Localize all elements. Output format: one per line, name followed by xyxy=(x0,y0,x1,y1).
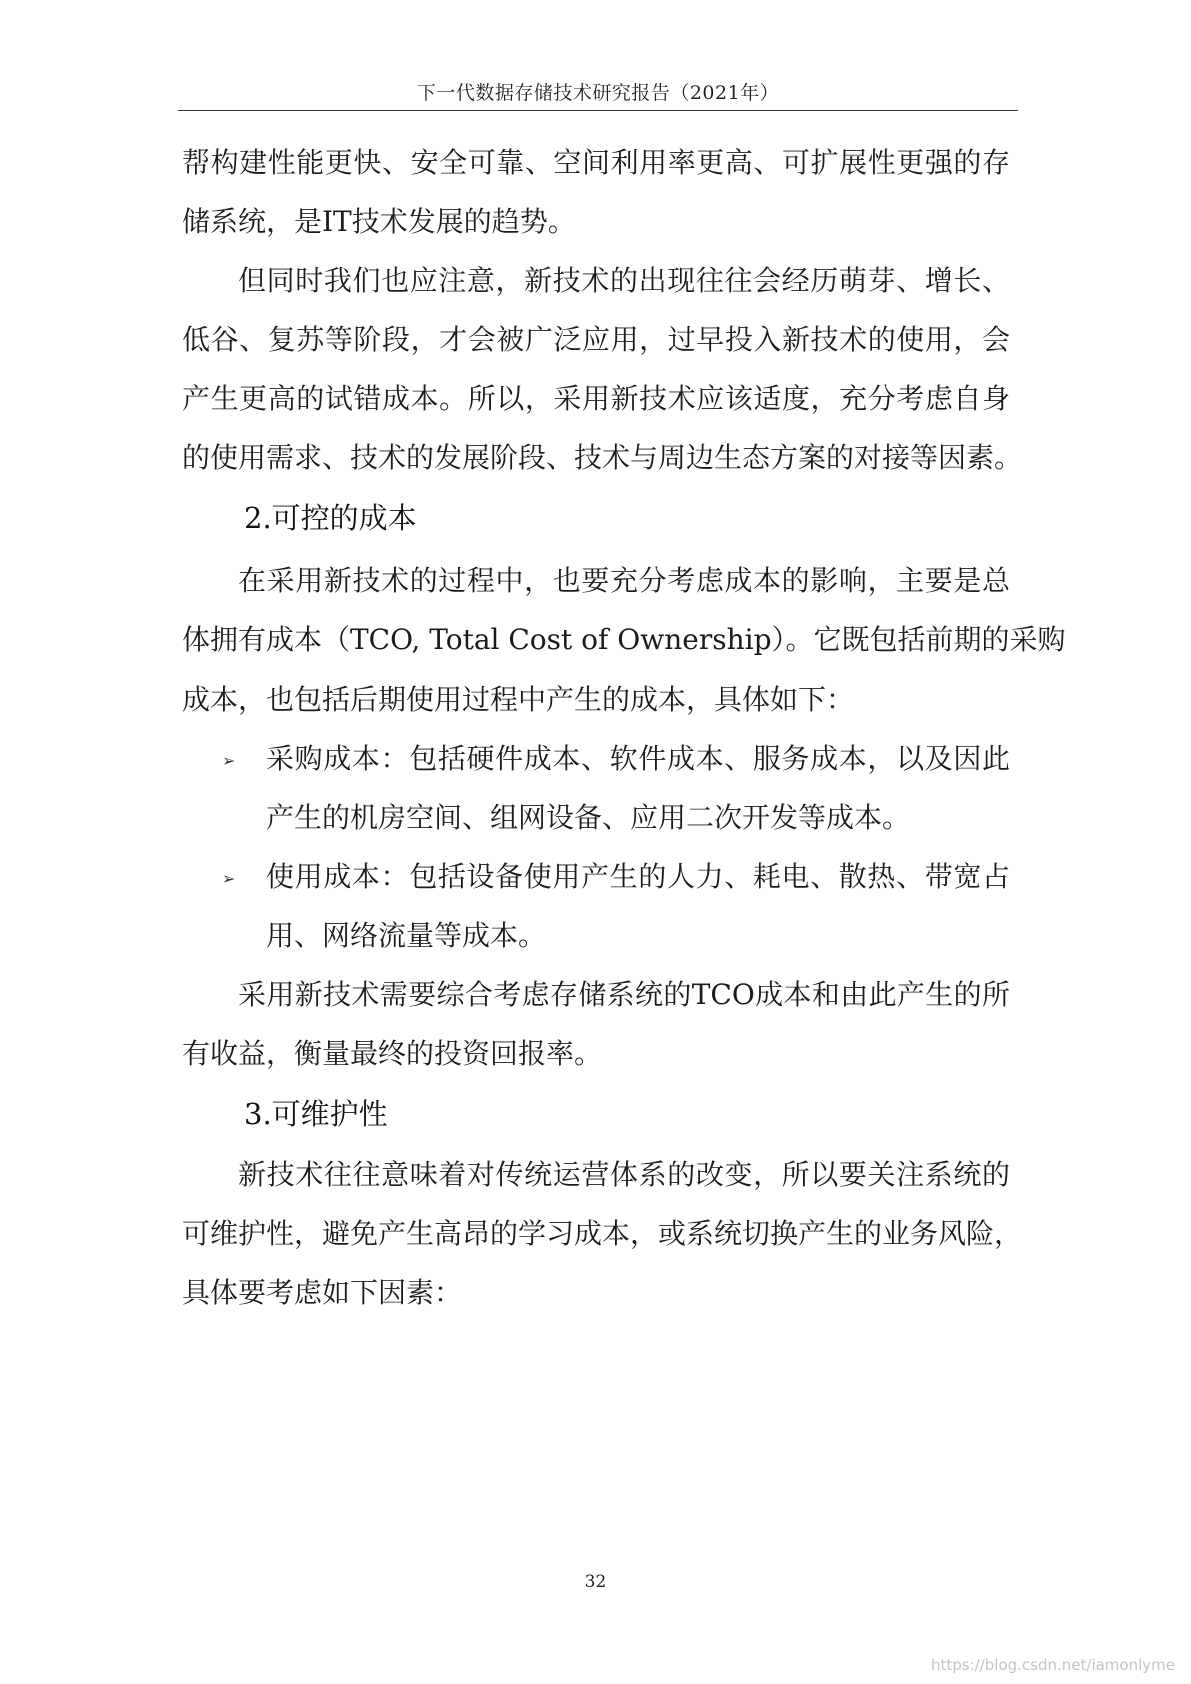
paragraph-line: 在采用新技术的过程中，也要充分考虑成本的影响，主要是总 xyxy=(238,564,1010,597)
paragraph-line: 有收益，衡量最终的投资回报率。 xyxy=(182,1037,603,1070)
paragraph-line: 采用新技术需要综合考虑存储系统的TCO成本和由此产生的所 xyxy=(238,978,1010,1011)
section-heading: 3.可维护性 xyxy=(244,1097,388,1131)
paragraph-line: 的使用需求、技术的发展阶段、技术与周边生态方案的对接等因素。 xyxy=(182,441,1023,474)
bullet-line: 产生的机房空间、组网设备、应用二次开发等成本。 xyxy=(266,801,911,834)
report-title: 下一代数据存储技术研究报告（2021年） xyxy=(416,82,780,104)
paragraph-line: 体拥有成本（TCO, Total Cost of Ownership）。它既包括前期的采购 xyxy=(182,623,1066,656)
paragraph-line: 可维护性，避免产生高昂的学习成本，或系统切换产生的业务风险， xyxy=(182,1217,1023,1250)
bullet-arrow-icon: ➢ xyxy=(222,869,236,888)
paragraph-line: 帮构建性能更快、安全可靠、空间利用率更高、可扩展性更强的存 xyxy=(182,146,1010,179)
paragraph-line: 新技术往往意味着对传统运营体系的改变，所以要关注系统的 xyxy=(238,1158,1010,1191)
paragraph-line: 成本，也包括后期使用过程中产生的成本，具体如下： xyxy=(182,683,855,716)
paragraph-line: 储系统，是IT技术发展的趋势。 xyxy=(182,205,576,238)
section-heading: 2.可控的成本 xyxy=(244,501,417,535)
bullet-line: 采购成本：包括硬件成本、软件成本、服务成本，以及因此 xyxy=(266,742,1010,775)
header-divider xyxy=(178,110,1018,111)
paragraph-line: 但同时我们也应注意，新技术的出现往往会经历萌芽、增长、 xyxy=(238,264,1010,297)
paragraph-line: 低谷、复苏等阶段，才会被广泛应用，过早投入新技术的使用，会 xyxy=(182,323,1010,356)
source-watermark: https://blog.csdn.net/iamonlyme xyxy=(931,1656,1175,1674)
bullet-line: 使用成本：包括设备使用产生的人力、耗电、散热、带宽占 xyxy=(266,860,1010,893)
page-number: 32 xyxy=(584,1572,607,1592)
paragraph-line: 产生更高的试错成本。所以，采用新技术应该适度，充分考虑自身 xyxy=(182,382,1010,415)
paragraph-line: 具体要考虑如下因素： xyxy=(182,1276,463,1309)
bullet-arrow-icon: ➢ xyxy=(222,751,236,770)
bullet-line: 用、网络流量等成本。 xyxy=(266,919,547,952)
